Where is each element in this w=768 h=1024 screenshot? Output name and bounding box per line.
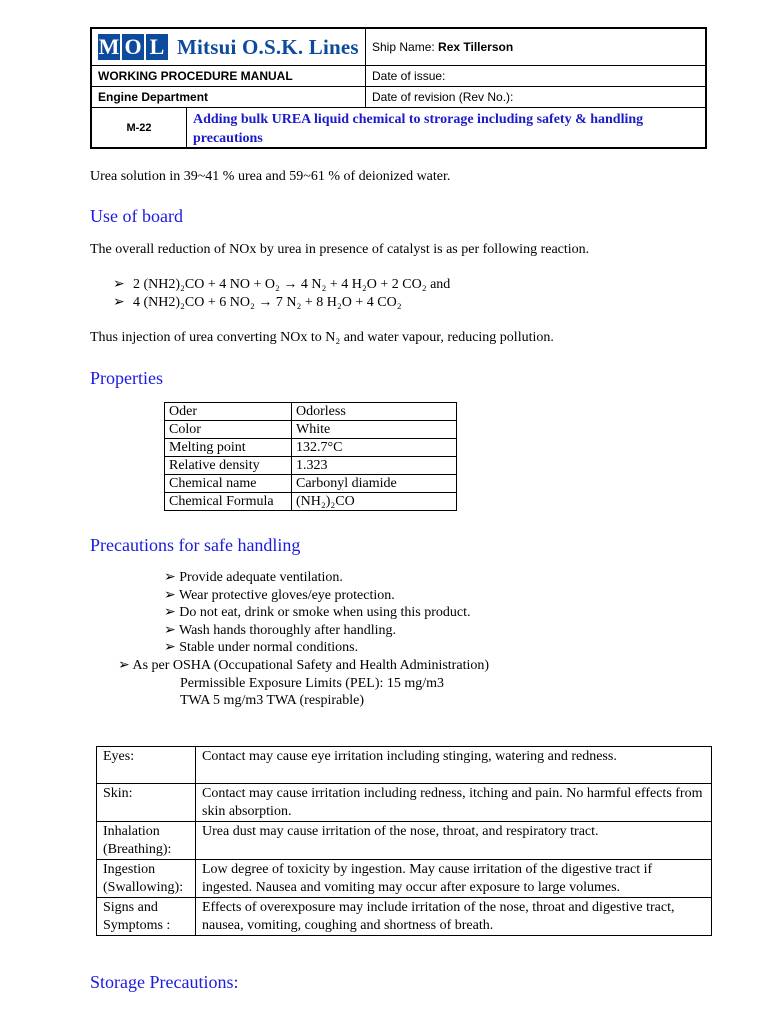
header-row-company (92, 29, 705, 66)
list-item (164, 622, 470, 640)
handling-item: Stable under normal conditions. (179, 640, 359, 656)
hazard-route: Skin: (97, 784, 196, 822)
properties-table (164, 402, 457, 511)
hazard-effect: Contact may cause irritation including redness, itching and pain. No harmful effects from skin absorption. (196, 784, 712, 822)
bullet-arrow-icon: ➢ (164, 622, 176, 638)
logo-letter-o: O (122, 34, 144, 60)
ship-name (366, 29, 705, 65)
osha-text: As per OSHA (Occupational Safety and Health Administration) (132, 658, 490, 673)
property-key: Chemical name (165, 475, 292, 493)
hazard-effect: Urea dust may cause irritation of the nose, throat, and respiratory tract. (196, 822, 712, 860)
table-row (97, 822, 712, 860)
bullet-arrow-icon: ➢ (113, 295, 125, 310)
date-of-issue: Date of issue: (372, 69, 446, 83)
use-of-board-conclusion: Thus injection of urea converting NOx to N₂ and water vapour, reducing pollution. (90, 330, 554, 345)
reaction-1: 2 (NH2)₂CO + 4 NO + O₂ → 4 N₂ + 4 H₂O + 2 CO₂ and (133, 277, 451, 292)
handling-item: Provide adequate ventilation. (179, 570, 343, 585)
company-logo (92, 29, 366, 65)
property-key: Melting point (165, 439, 292, 457)
company-name: Mitsui O.S.K. Lines (177, 34, 359, 59)
list-item (164, 604, 470, 622)
bullet-arrow-icon: ➢ (113, 277, 125, 292)
document-header (90, 27, 707, 149)
bullet-arrow-icon: ➢ (164, 605, 176, 621)
list-item (164, 639, 470, 657)
table-row (165, 493, 457, 511)
property-value: White (292, 421, 457, 439)
reaction-2: 4 (NH2)₂CO + 6 NO₂ → 7 N₂ + 8 H₂O + 4 CO₂ (133, 295, 402, 310)
heading-properties: Properties (90, 368, 163, 388)
header-row-department (92, 87, 705, 108)
handling-item: Wash hands thoroughly after handling. (178, 622, 396, 638)
heading-safe-handling: Precautions for safe handling (90, 535, 301, 555)
twa-line: TWA 5 mg/m3 TWA (respirable) (180, 693, 365, 709)
hazard-route: Eyes: (97, 747, 196, 784)
osha-line (118, 657, 489, 675)
reaction-item (113, 294, 450, 312)
property-value: Odorless (292, 403, 457, 421)
table-row (97, 898, 712, 936)
ship-name-value: Rex Tillerson (438, 40, 514, 54)
ship-name-label: Ship Name: (372, 40, 435, 54)
hazard-effect: Low degree of toxicity by ingestion. May cause irritation of the digestive tract if ingested. Nausea and vomiting may occur after exposure to large volumes. (196, 860, 712, 898)
hazard-route: Ingestion (Swallowing): (97, 860, 196, 898)
use-of-board-text: The overall reduction of NOx by urea in presence of catalyst is as per following reaction. (90, 242, 590, 257)
list-item (164, 587, 470, 605)
procedure-code: M-22 (92, 108, 187, 147)
hazard-route: Signs and Symptoms : (97, 898, 196, 936)
handling-list (164, 569, 470, 657)
heading-storage-precautions: Storage Precautions: (90, 972, 239, 992)
table-row (97, 747, 712, 784)
hazards-table (96, 746, 712, 936)
property-key: Relative density (165, 457, 292, 475)
hazard-effect: Effects of overexposure may include irritation of the nose, throat and digestive tract, nausea, vomiting, coughing and shortness of breath. (196, 898, 712, 936)
hazard-route: Inhalation (Breathing): (97, 822, 196, 860)
osha-limits (118, 657, 489, 710)
header-row-manual (92, 66, 705, 87)
table-row (165, 421, 457, 439)
table-row (97, 784, 712, 822)
list-item (164, 569, 470, 587)
table-row (165, 475, 457, 493)
property-key: Oder (165, 403, 292, 421)
bullet-arrow-icon: ➢ (164, 587, 176, 603)
reaction-list (113, 276, 450, 312)
bullet-arrow-icon: ➢ (118, 658, 130, 673)
bullet-arrow-icon: ➢ (164, 640, 176, 656)
date-of-revision: Date of revision (Rev No.): (372, 90, 514, 104)
handling-item: Do not eat, drink or smoke when using this product. (179, 605, 471, 621)
manual-title: WORKING PROCEDURE MANUAL (92, 66, 366, 86)
intro-text: Urea solution in 39~41 % urea and 59~61 % of deionized water. (90, 169, 451, 184)
bullet-arrow-icon: ➢ (164, 570, 176, 585)
property-key: Chemical Formula (165, 493, 292, 511)
property-value: 1.323 (292, 457, 457, 475)
property-value: Carbonyl diamide (292, 475, 457, 493)
table-row (165, 439, 457, 457)
header-row-procedure (92, 108, 705, 147)
property-value: (NH₂)₂CO (292, 493, 457, 511)
handling-item: Wear protective gloves/eye protection. (178, 587, 395, 603)
property-key: Color (165, 421, 292, 439)
table-row (165, 457, 457, 475)
department: Engine Department (92, 87, 366, 107)
reaction-item (113, 276, 450, 294)
logo-letter-m: M (98, 34, 120, 59)
property-value: 132.7°C (292, 439, 457, 457)
hazard-effect: Contact may cause eye irritation including stinging, watering and redness. (196, 747, 712, 784)
procedure-title: Adding bulk UREA liquid chemical to strorage including safety & handling precautions (193, 112, 644, 146)
pel-line: Permissible Exposure Limits (PEL): 15 mg/m3 (180, 675, 445, 691)
logo-letter-l: L (146, 34, 168, 60)
table-row (97, 860, 712, 898)
table-row (165, 403, 457, 421)
heading-use-of-board: Use of board (90, 206, 183, 226)
